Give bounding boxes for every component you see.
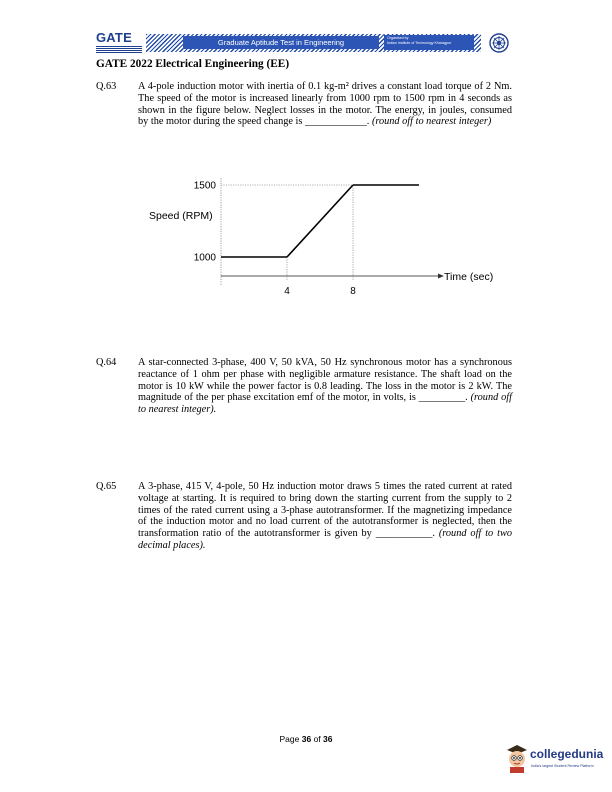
x-tick-label: 8 <box>350 286 356 297</box>
brand-tagline: India's largest Student Review Platform <box>531 764 594 768</box>
question-63 <box>96 81 516 151</box>
brand-name: collegedunia <box>530 747 604 761</box>
question-text <box>138 81 512 128</box>
page-prefix: Page <box>279 734 302 744</box>
iit-emblem-icon <box>488 32 510 54</box>
question-text <box>138 357 512 416</box>
header-banner <box>96 32 514 54</box>
y-axis-label: Speed (RPM) <box>149 210 213 222</box>
banner-title: Graduate Aptitude Test in Engineering <box>183 36 379 49</box>
question-body: A 3-phase, 415 V, 4-pole, 50 Hz induction motor draws 5 times the rated current at rated voltage at starting. It is required to bring down the starting current from the supply to 2 times of the rated current using a 3-phase autotransformer. If the magnetizing impedance of the induction motor and no load current of the autotransformer is neglected, then the transformation ratio of the autotransformer is given by ___________. <box>138 481 512 540</box>
page-current: 36 <box>301 734 312 744</box>
question-hint: (round off to nearest integer). <box>138 392 513 416</box>
page-mid: of <box>311 734 324 744</box>
question-text <box>138 481 512 552</box>
question-hint: (round off to two decimal places). <box>138 528 512 551</box>
gate-logo-text: GATE <box>96 30 132 45</box>
question-hint: (round off to nearest integer) <box>371 116 492 128</box>
plot-marks <box>221 185 419 257</box>
organizer-box <box>384 35 474 50</box>
page-total: 36 <box>323 734 333 744</box>
question-65 <box>96 481 516 561</box>
plot-axes <box>194 178 444 297</box>
organizer-name: Indian Institute of Technology Kharagpur <box>387 40 452 45</box>
question-number: Q.63 <box>96 81 117 92</box>
mascot-icon <box>504 742 530 774</box>
question-number: Q.65 <box>96 481 117 492</box>
paper-title: GATE 2022 Electrical Engineering (EE) <box>96 58 290 70</box>
y-tick-label: 1500 <box>193 180 216 192</box>
speed-line-segment <box>287 185 353 257</box>
gate-logo-bars <box>96 45 142 53</box>
organizer-label: Organised by <box>387 36 409 40</box>
gate-logo <box>96 32 142 54</box>
question-64 <box>96 357 516 427</box>
x-tick-label: 4 <box>284 286 290 297</box>
speed-time-plot <box>145 170 515 300</box>
question-body: A 4-pole induction motor with inertia of 0.1 kg-m² drives a constant load torque of 2 Nm. The speed of the motor is increased linearly from 1000 rpm to 1500 rpm in 4 seconds as shown in the figure below. Neglect losses in the motor. The energy, in joules, consumed by the motor during the speed change is ____________. <box>138 81 512 128</box>
x-axis-label: Time (sec) <box>444 271 494 283</box>
collegedunia-brand <box>504 742 612 776</box>
question-number: Q.64 <box>96 357 117 368</box>
y-tick-label: 1000 <box>193 252 216 264</box>
banner-stripes <box>146 34 481 52</box>
question-body: A star-connected 3-phase, 400 V, 50 kVA, 50 Hz synchronous motor has a synchronous reactance of 1 ohm per phase with negligible armature resistance. The shaft load on the motor is 10 kW while the power factor is 0.8 leading. The loss in the motor is 2 kW. The magnitude of the per phase excitation emf of the motor, in volts, is _________. <box>138 357 512 404</box>
